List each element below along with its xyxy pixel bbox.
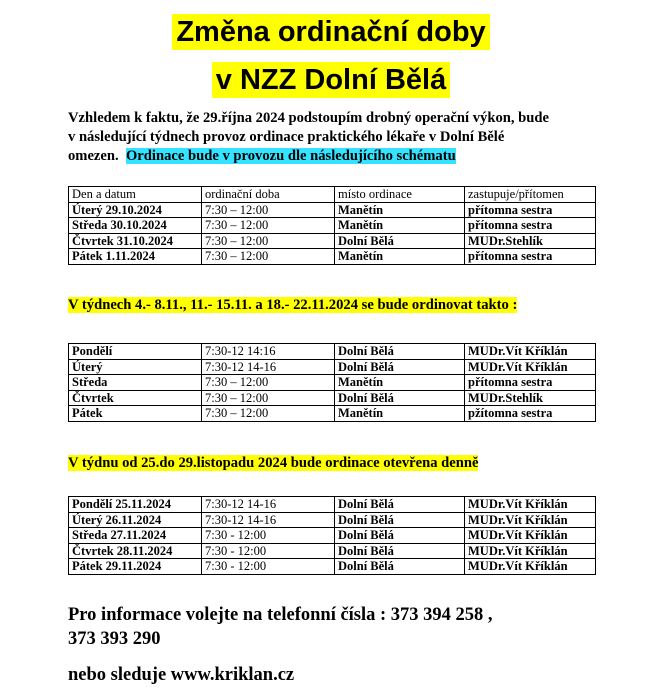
table-row [69, 543, 596, 559]
day-cell: Čtvrtek [69, 390, 202, 406]
staff-cell: MUDr.Stehlík [465, 233, 596, 249]
day-cell: Čtvrtek 28.11.2024 [69, 543, 202, 559]
location-cell: Manětín [335, 249, 465, 265]
page-subtitle: v NZZ Dolní Bělá [212, 62, 450, 98]
staff-cell: přítomna sestra [465, 375, 596, 391]
location-cell: Dolní Bělá [335, 559, 465, 575]
title-line-2-wrap [0, 62, 662, 98]
table-row [69, 406, 596, 422]
day-cell: Úterý 29.10.2024 [69, 202, 202, 218]
header-cell: místo ordinace [335, 187, 465, 203]
schedule-table-3 [68, 496, 596, 575]
hours-cell: 7:30 – 12:00 [202, 202, 335, 218]
header-cell: zastupuje/přítomen [465, 187, 596, 203]
staff-cell: MUDr.Vít Kříklán [465, 359, 596, 375]
table-row [69, 559, 596, 575]
intro-paragraph [68, 109, 648, 166]
intro-highlight: Ordinace bude v provozu dle následujícího schématu [125, 148, 456, 164]
hours-cell: 7:30 – 12:00 [202, 375, 335, 391]
table-row [69, 218, 596, 234]
table-row [69, 497, 596, 513]
footer-website: nebo sleduje www.kriklan.cz [68, 665, 295, 685]
day-cell: Úterý [69, 359, 202, 375]
header-cell: ordinační doba [202, 187, 335, 203]
schedule-table-1 [68, 186, 596, 265]
table-header-row [69, 187, 596, 203]
hours-cell: 7:30-12 14:16 [202, 344, 335, 360]
hours-cell: 7:30-12 14-16 [202, 359, 335, 375]
day-cell: Středa 27.11.2024 [69, 528, 202, 544]
day-cell: Pondělí [69, 344, 202, 360]
header-cell: Den a datum [69, 187, 202, 203]
day-cell: Středa [69, 375, 202, 391]
location-cell: Dolní Bělá [335, 528, 465, 544]
day-cell: Pátek [69, 406, 202, 422]
hours-cell: 7:30 – 12:00 [202, 249, 335, 265]
schedule-table-2 [68, 343, 596, 422]
table-row [69, 202, 596, 218]
section-2-heading [68, 296, 517, 314]
location-cell: Dolní Bělá [335, 543, 465, 559]
day-cell: Čtvrtek 31.10.2024 [69, 233, 202, 249]
location-cell: Dolní Bělá [335, 233, 465, 249]
table-row [69, 233, 596, 249]
table-row [69, 344, 596, 360]
hours-cell: 7:30 – 12:00 [202, 390, 335, 406]
location-cell: Manětín [335, 406, 465, 422]
section-3-heading-text: V týdnu od 25.do 29.listopadu 2024 bude ordinace otevřena denně [68, 455, 479, 471]
hours-cell: 7:30-12 14-16 [202, 497, 335, 513]
intro-line-3-text: omezen. [68, 148, 119, 164]
staff-cell: MUDr.Vít Kříklán [465, 344, 596, 360]
day-cell: Pátek 29.11.2024 [69, 559, 202, 575]
hours-cell: 7:30 - 12:00 [202, 528, 335, 544]
location-cell: Dolní Bělá [335, 512, 465, 528]
day-cell: Středa 30.10.2024 [69, 218, 202, 234]
table-row [69, 512, 596, 528]
location-cell: Dolní Bělá [335, 390, 465, 406]
hours-cell: 7:30 - 12:00 [202, 543, 335, 559]
location-cell: Dolní Bělá [335, 359, 465, 375]
table-row [69, 390, 596, 406]
intro-line-3 [68, 147, 648, 166]
section-3-heading [68, 454, 478, 472]
day-cell: Úterý 26.11.2024 [69, 512, 202, 528]
table-row [69, 375, 596, 391]
intro-line-1: Vzhledem k faktu, že 29.října 2024 podstoupím drobný operační výkon, bude [68, 110, 549, 126]
section-2-heading-text: V týdnech 4.- 8.11., 11.- 15.11. a 18.- 22.11.2024 se bude ordinovat takto : [68, 297, 518, 313]
staff-cell: MUDr.Vít Kříklán [465, 543, 596, 559]
staff-cell: MUDr.Vít Kříklán [465, 512, 596, 528]
day-cell: Pátek 1.11.2024 [69, 249, 202, 265]
hours-cell: 7:30 – 12:00 [202, 406, 335, 422]
location-cell: Dolní Bělá [335, 344, 465, 360]
table-row [69, 249, 596, 265]
title-line-1-wrap [0, 14, 662, 50]
hours-cell: 7:30 - 12:00 [202, 559, 335, 575]
staff-cell: přítomna sestra [465, 218, 596, 234]
footer-phone-line-1: Pro informace volejte na telefonní čísla : 373 394 258 , [68, 605, 493, 625]
staff-cell: pžítomna sestra [465, 406, 596, 422]
staff-cell: MUDr.Vít Kříklán [465, 497, 596, 513]
footer-phone-line-2: 373 393 290 [68, 629, 161, 649]
staff-cell: přítomna sestra [465, 202, 596, 218]
staff-cell: MUDr.Vít Kříklán [465, 528, 596, 544]
page-title: Změna ordinační doby [172, 14, 489, 50]
table-row [69, 528, 596, 544]
hours-cell: 7:30 – 12:00 [202, 233, 335, 249]
location-cell: Manětín [335, 375, 465, 391]
day-cell: Pondělí 25.11.2024 [69, 497, 202, 513]
hours-cell: 7:30-12 14-16 [202, 512, 335, 528]
table-row [69, 359, 596, 375]
location-cell: Dolní Bělá [335, 497, 465, 513]
location-cell: Manětín [335, 218, 465, 234]
staff-cell: MUDr.Vít Kříklán [465, 559, 596, 575]
staff-cell: MUDr.Stehlík [465, 390, 596, 406]
staff-cell: přítomna sestra [465, 249, 596, 265]
hours-cell: 7:30 – 12:00 [202, 218, 335, 234]
location-cell: Manětín [335, 202, 465, 218]
intro-line-2: v následující týdnech provoz ordinace praktického lékaře v Dolní Bělé [68, 129, 505, 145]
